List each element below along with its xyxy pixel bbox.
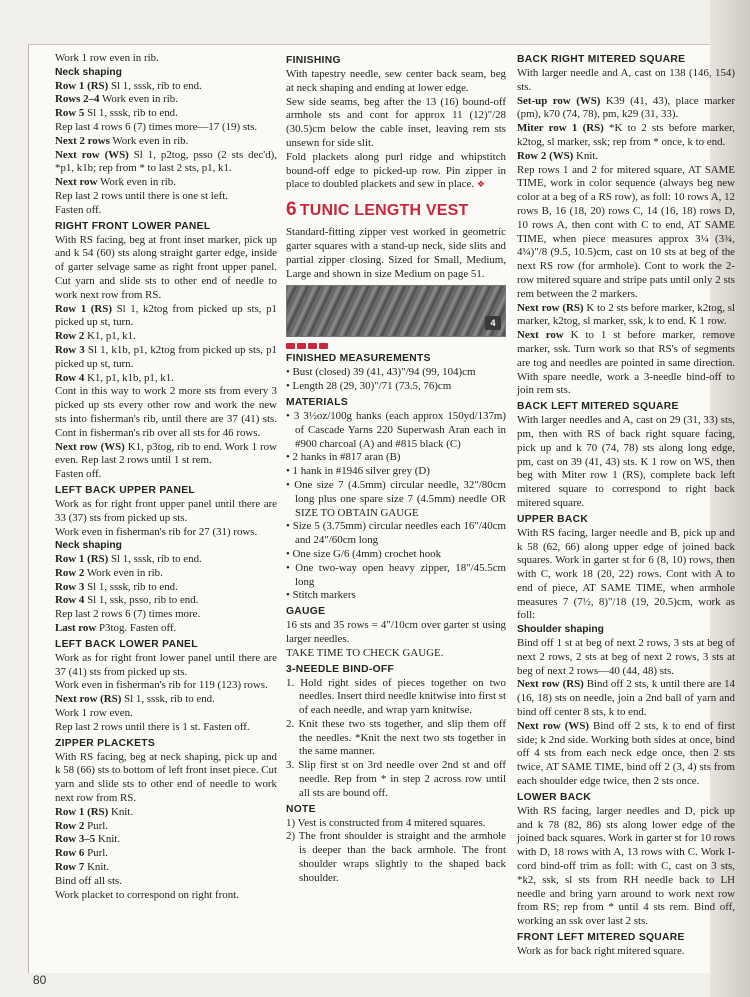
row-label: Row 3 bbox=[55, 343, 85, 356]
text: Bind off 1 st at beg of next 2 rows, 3 sts at beg of next 2 rows, 2 sts at beg of next 2 rows, 3 sts at beg of next 2 rows—40 (44, 48) sts. bbox=[517, 637, 735, 677]
row-instruction bbox=[517, 122, 735, 150]
text: TAKE TIME TO CHECK GAUGE. bbox=[286, 646, 444, 659]
section-heading: RIGHT FRONT LOWER PANEL bbox=[55, 220, 211, 232]
section-heading: FRONT LEFT MITERED SQUARE bbox=[517, 932, 685, 944]
row-instruction bbox=[55, 135, 277, 149]
row-label: Row 1 (RS) bbox=[55, 805, 109, 818]
column-left bbox=[55, 52, 277, 902]
row-text: Purl. bbox=[84, 819, 108, 832]
row-label: Row 7 bbox=[55, 861, 85, 874]
row-text: Purl. bbox=[84, 847, 108, 860]
text: Work as for back right mitered square. bbox=[517, 945, 685, 958]
intro-text: Standard-fitting zipper vest worked in geometric garter squares with a stand-up neck, side slits and partial zipper closing. Sized for Small, Medium, Large and shown in size Medium on page 51. bbox=[286, 226, 506, 280]
pattern-title bbox=[286, 200, 506, 221]
list-item: • One size G/6 (4mm) crochet hook bbox=[286, 547, 442, 560]
section-heading: BACK RIGHT MITERED SQUARE bbox=[517, 54, 686, 65]
text: Bind off all sts. bbox=[55, 874, 122, 887]
pattern-number: 6 bbox=[286, 199, 297, 221]
text: With RS facing, larger needle and B, pick up and k 58 (62, 66) along upper edge of joined back squares. Work in garter st for 6 (8, 10) rows, then with C, work 18 (20, 22) rows. Cont with A to end of piece, AT SAME TIME, when armhole measures 7 (7½, 8)"/18 (19, 20.5)cm, work as foll: bbox=[517, 526, 735, 622]
text bbox=[286, 151, 506, 192]
row-instruction bbox=[55, 861, 277, 875]
row-text: Sl 1, p2tog, psso (2 sts dec'd), *p1, k1b; rep from * to last 2 sts, p1, k1. bbox=[55, 148, 277, 175]
row-text: Knit. bbox=[573, 149, 599, 162]
difficulty-bars-icon bbox=[286, 343, 506, 349]
row-text: K1, p1, k1. bbox=[84, 330, 136, 343]
list-item: • 3 3½oz/100g hanks (each approx 150yd/137m) of Cascade Yarns 220 Superwash Aran each in #900 charcoal (A) and #815 black (C) bbox=[286, 409, 506, 450]
row-instruction bbox=[517, 95, 735, 123]
row-label: Row 1 (RS) bbox=[55, 302, 112, 315]
row-instruction bbox=[517, 720, 735, 789]
row-instruction bbox=[55, 149, 277, 177]
text-body: Fold plackets along purl ridge and whipstitch bound-off edge to picked-up row. Pin zipper in place to doubled plackets and sew in place. bbox=[286, 150, 506, 191]
row-text: Work even in rib. bbox=[84, 566, 163, 579]
text: Rep last 2 rows 6 (7) times more. bbox=[55, 608, 201, 621]
section-heading: FINISHED MEASUREMENTS bbox=[286, 353, 431, 365]
row-text: K1, p1, k1b, p1, k1. bbox=[84, 371, 174, 384]
row-text: Work even in rib. bbox=[97, 176, 176, 189]
subheading: Neck shaping bbox=[55, 540, 122, 552]
row-text: Sl 1, sssk, rib to end. bbox=[108, 553, 202, 566]
row-label: Row 2 (WS) bbox=[517, 149, 574, 162]
row-text: Sl 1, sssk, rib to end. bbox=[84, 107, 178, 120]
text: Rep last 4 rows 6 (7) times more—17 (19) sts. bbox=[55, 120, 258, 133]
row-label: Rows 2–4 bbox=[55, 93, 100, 106]
column-right bbox=[517, 51, 735, 959]
section-heading: UPPER BACK bbox=[517, 513, 589, 525]
text: Fasten off. bbox=[55, 468, 102, 481]
row-text: Sl 1, k2tog from picked up sts, p1 picked up st, turn. bbox=[55, 302, 277, 329]
row-text: Knit. bbox=[95, 833, 121, 846]
row-label: Next row (RS) bbox=[517, 301, 584, 314]
text: With RS facing, beg at front inset marker, pick up and k 54 (60) sts along straight garter edge, inside of garter selvage same as right front upper panel. Cut yarn and slide sts to other end of needle to work next row from RS. bbox=[55, 233, 277, 301]
row-text: K to 2 sts before marker, k2tog, sl marker, k2tog, sl marker, ssk, k to end. K 1 row. bbox=[517, 301, 735, 328]
row-label: Row 2 bbox=[55, 330, 85, 343]
section-heading: LEFT BACK LOWER PANEL bbox=[55, 638, 198, 650]
row-text: *K to 2 sts before marker, k2tog, sl marker, ssk; rep from * once, k to end. bbox=[517, 122, 736, 148]
text: Work placket to correspond on right front. bbox=[55, 888, 239, 901]
row-label: Set-up row (WS) bbox=[517, 94, 601, 107]
row-instruction bbox=[55, 847, 277, 861]
row-instruction bbox=[55, 441, 277, 469]
list-item: • One size 7 (4.5mm) circular needle, 32"/80cm long plus one spare size 7 (4.5mm) needle OR SIZE TO OBTAIN GAUGE bbox=[286, 478, 506, 519]
row-label: Miter row 1 (RS) bbox=[517, 122, 604, 135]
row-label: Next row (WS) bbox=[55, 440, 125, 453]
row-text: Sl 1, k1b, p1, k2tog from picked up sts, p1 picked up st, turn. bbox=[55, 343, 278, 370]
list-item: 1) Vest is constructed from 4 mitered squares. bbox=[286, 816, 486, 829]
row-instruction bbox=[55, 820, 277, 834]
text: Rep rows 1 and 2 for mitered square, AT SAME TIME, work in color sequence (always beg new color at a beg of a RS row), as foll: 10 rows A, 12 rows B, 16 (18, 20) rows C, 14 (16, 18) rows D, 10 rows A, then cont with C to end, AT SAME TIME, when piece measures approx 3¼ (3¾, 4¼)"/8 (9.5, 10.5)cm, cast on 10 sts at beg of the next RS row (for armhole). Cont to work the 2-row mitered square and stripe pats until only 2 sts rem between the 2 markers. bbox=[517, 163, 735, 300]
section-heading: ZIPPER PLACKETS bbox=[55, 737, 156, 749]
subheading: Shoulder shaping bbox=[517, 624, 604, 636]
text: Fasten off. bbox=[55, 203, 102, 216]
text: Work even in fisherman's rib for 119 (123) rows. bbox=[55, 679, 268, 692]
row-text: K to 1 st before marker, remove marker, ssk. Turn work so that RS's of segments are tog and needles are pointed in same direction. With spare needle, work a 3-needle bind-off to join rem sts. bbox=[517, 329, 735, 397]
row-instruction bbox=[55, 693, 277, 707]
text: Work as for right front upper panel until there are 33 (37) sts from picked up sts. bbox=[55, 497, 277, 524]
list-item: 3. Slip first st on 3rd needle over 2nd st and off needle. Rep from * in step 2 across row until all sts are bound off. bbox=[286, 759, 506, 799]
row-label: Row 3–5 bbox=[55, 833, 96, 846]
section-heading: 3-NEEDLE BIND-OFF bbox=[286, 663, 395, 675]
text: Work even in fisherman's rib for 27 (31) rows. bbox=[55, 525, 258, 538]
row-text: Sl 1, sssk, rib to end. bbox=[121, 693, 215, 706]
yarn-photo bbox=[286, 285, 506, 337]
row-instruction bbox=[517, 329, 735, 398]
page-number: 80 bbox=[33, 973, 47, 987]
list-item: • Length 28 (29, 30)"/71 (73.5, 76)cm bbox=[286, 380, 452, 393]
row-label: Row 4 bbox=[55, 594, 85, 607]
row-instruction bbox=[55, 80, 277, 94]
text: Rep last 2 rows until there is 1 st. Fasten off. bbox=[55, 720, 250, 733]
text: With larger needles and A, cast on 29 (31, 33) sts, pm, then with RS of back right square facing, pick up and k 70 (74, 78) sts along long edge, pm, cast on 39 (41, 43) sts. K 1 row on WS, then beg with Miter row 1 (RS), complete back left mitered square to correspond to right back mitered square. bbox=[517, 414, 735, 509]
row-label: Next row (RS) bbox=[517, 678, 584, 691]
row-label: Row 2 bbox=[55, 566, 85, 579]
row-label: Next row (WS) bbox=[517, 719, 590, 732]
row-label: Row 2 bbox=[55, 819, 85, 832]
skill-level-badge: 4 bbox=[485, 316, 501, 330]
materials-list bbox=[286, 410, 506, 603]
row-instruction bbox=[55, 303, 277, 331]
list-item: 1. Hold right sides of pieces together on two needles. Insert third needle knitwise into first st of each needle, and wrap yarn knitwise. bbox=[286, 676, 506, 717]
row-instruction bbox=[55, 344, 277, 372]
row-text: Knit. bbox=[108, 805, 134, 818]
text: Cont in this way to work 2 more sts from every 3 picked up sts every other row and work the new sts into fisherman's rib, until there are 37 (41) sts. Cont in fisherman's rib over all sts for 46 rows. bbox=[55, 385, 277, 439]
row-text: K39 (41, 43), place marker (pm), k70 (74, 78), pm, k29 (31, 33). bbox=[517, 94, 735, 121]
section-heading: GAUGE bbox=[286, 606, 326, 618]
row-instruction bbox=[55, 806, 277, 820]
row-instruction bbox=[55, 107, 277, 121]
row-instruction bbox=[517, 150, 735, 164]
bind-off-steps bbox=[286, 677, 506, 801]
row-instruction bbox=[55, 553, 277, 567]
list-item: • Stitch markers bbox=[286, 589, 356, 602]
text: With RS facing, beg at neck shaping, pick up and k 58 (66) sts to bottom of left front inset piece. Cut yarn and slide sts to other end of needle to work next row from RS. bbox=[55, 750, 278, 805]
text: Work 1 row even in rib. bbox=[55, 52, 159, 64]
subheading: Neck shaping bbox=[55, 66, 122, 78]
notes-list bbox=[286, 817, 506, 886]
row-instruction bbox=[55, 622, 277, 636]
row-instruction bbox=[55, 93, 277, 107]
text: 16 sts and 35 rows = 4"/10cm over garter st using larger needles. bbox=[286, 619, 506, 645]
column-middle bbox=[286, 52, 506, 886]
row-text: Knit. bbox=[84, 861, 110, 874]
measurements-list bbox=[286, 366, 506, 394]
row-text: Bind off 2 sts, k until there are 14 (16, 18) sts on needle, join a 2nd ball of yarn and bind off center 8 sts, k to end. bbox=[517, 678, 735, 719]
text: With larger needle and A, cast on 138 (146, 154) sts. bbox=[517, 67, 735, 93]
row-instruction bbox=[55, 176, 277, 190]
pattern-title-text: TUNIC LENGTH VEST bbox=[299, 202, 469, 220]
row-label: Next row (WS) bbox=[55, 148, 129, 161]
list-item: • Bust (closed) 39 (41, 43)"/94 (99, 104)cm bbox=[286, 366, 476, 379]
row-text: K1, p3tog, rib to end. Work 1 row even. Rep last 2 rows until 1 st rem. bbox=[55, 440, 277, 467]
section-heading: NOTE bbox=[286, 803, 316, 815]
row-instruction bbox=[55, 833, 277, 847]
text: Work 1 row even. bbox=[55, 707, 133, 720]
row-text: Bind off 2 sts, k to end of first side; k 2nd side. Working both sides at once, bind off 4 sts from each neck edge once, then 2 sts twice, AT SAME TIME, bind off 2 (3, 4) sts from each shoulder edge twice, then 2 sts once. bbox=[517, 719, 735, 788]
row-label: Row 5 bbox=[55, 107, 85, 120]
row-label: Next row bbox=[55, 176, 98, 189]
row-instruction bbox=[517, 302, 735, 330]
list-item: 2. Knit these two sts together, and slip them off the needles. *Knit the next two sts together in the same manner. bbox=[286, 717, 506, 758]
row-label: Row 1 (RS) bbox=[55, 553, 109, 566]
row-text: Work even in rib. bbox=[109, 134, 189, 147]
row-text: Sl 1, sssk, rib to end. bbox=[108, 79, 202, 92]
row-instruction bbox=[55, 330, 277, 344]
row-label: Next 2 rows bbox=[55, 134, 110, 147]
section-heading: MATERIALS bbox=[286, 396, 348, 408]
text: With RS facing, larger needles and D, pick up and k 78 (82, 86) sts along lower edge of the joined back squares. Work in garter st for 10 rows with D, 18 rows with A, 13 rows with C. Work I-cord bind-off trim as foll: with C, cast on 3 sts, *k2, ssk, sl sts from RH needle back to LH needle and bring yarn around to work next row from RS; rep from * until 4 sts rem. Bind off, working an ssk over last 2 sts. bbox=[517, 804, 735, 928]
row-label: Next row (RS) bbox=[55, 693, 122, 706]
list-item: • 1 hank in #1946 silver grey (D) bbox=[286, 465, 430, 478]
row-instruction bbox=[55, 372, 277, 386]
text: Rep last 2 rows until there is one st left. bbox=[55, 189, 229, 202]
list-item: • 2 hanks in #817 aran (B) bbox=[286, 451, 401, 464]
row-text: Sl 1, sssk, rib to end. bbox=[84, 580, 178, 593]
row-text: Sl 1, ssk, psso, rib to end. bbox=[84, 594, 199, 607]
row-instruction bbox=[517, 678, 735, 719]
row-text: P3tog. Fasten off. bbox=[96, 622, 177, 635]
row-label: Row 4 bbox=[55, 371, 85, 384]
text: Work as for right front lower panel until there are 37 (41) sts from picked up sts. bbox=[55, 651, 277, 678]
row-label: Row 3 bbox=[55, 580, 85, 593]
list-item: • One two-way open heavy zipper, 18"/45.5cm long bbox=[286, 561, 506, 588]
row-label: Next row bbox=[517, 329, 564, 342]
list-item: • Size 5 (3.75mm) circular needles each 16"/40cm and 24"/60cm long bbox=[286, 520, 506, 547]
row-instruction bbox=[55, 581, 277, 595]
row-label: Row 6 bbox=[55, 847, 85, 860]
row-instruction bbox=[55, 594, 277, 608]
section-heading: LEFT BACK UPPER PANEL bbox=[55, 484, 195, 496]
text: With tapestry needle, sew center back seam, beg at neck shaping and ending at lower edge. bbox=[286, 68, 506, 94]
row-label: Row 1 (RS) bbox=[55, 79, 109, 92]
row-instruction bbox=[55, 567, 277, 581]
text: Sew side seams, beg after the 13 (16) bound-off armhole sts and cont for approx 11 (12)"/28 (30.5)cm below the cable inset, leaving rem sts unsewn for side slit. bbox=[286, 95, 506, 149]
end-mark-icon: ❖ bbox=[476, 179, 485, 190]
section-heading: LOWER BACK bbox=[517, 791, 591, 803]
row-text: Work even in rib. bbox=[99, 93, 178, 106]
list-item: 2) The front shoulder is straight and the armhole is deeper than the back armhole. The front shoulder wraps slightly to the shaped back shoulder. bbox=[286, 830, 506, 884]
section-heading: FINISHING bbox=[286, 55, 341, 66]
row-label: Last row bbox=[55, 622, 97, 635]
section-heading: BACK LEFT MITERED SQUARE bbox=[517, 401, 679, 413]
